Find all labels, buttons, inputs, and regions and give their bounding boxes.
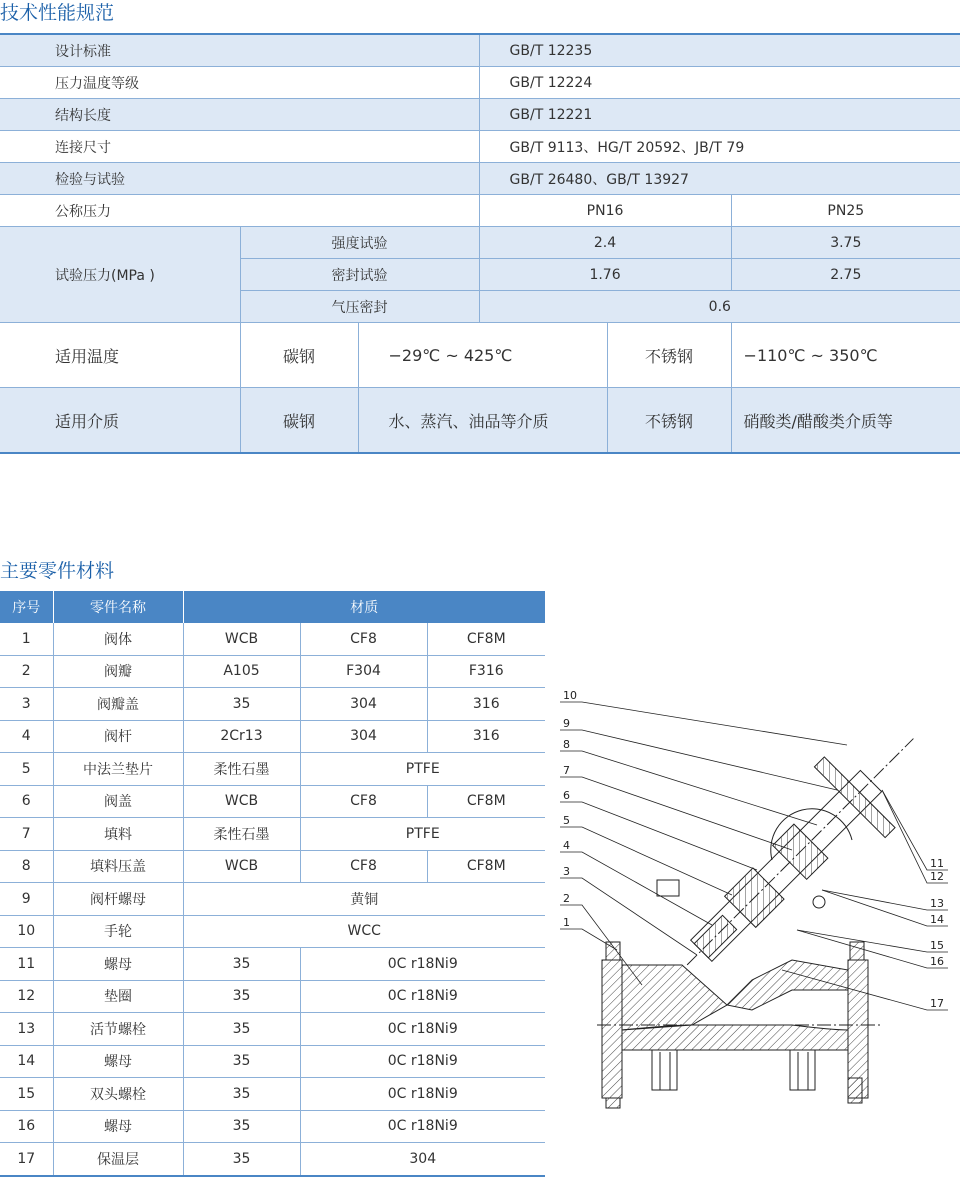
strength-test-pn25: 3.75 (731, 227, 960, 259)
temperature-row (0, 323, 960, 388)
part-name: 双头螺栓 (53, 1078, 183, 1111)
part-number: 15 (0, 1078, 53, 1111)
part-material: CF8 (300, 623, 427, 655)
part-material: 35 (183, 948, 300, 981)
air-seal-label: 气压密封 (240, 291, 479, 323)
part-number: 2 (0, 655, 53, 688)
part-number: 11 (0, 948, 53, 981)
parts-row (0, 1143, 545, 1176)
part-number: 7 (0, 818, 53, 851)
callout-label: 1 (563, 916, 570, 929)
part-number: 1 (0, 623, 53, 655)
part-material: 0C r18Ni9 (300, 980, 545, 1013)
spec-value: GB/T 26480、GB/T 13927 (479, 163, 960, 195)
stainless-temperature: −110℃ ~ 350℃ (731, 323, 960, 388)
part-name: 阀杆 (53, 720, 183, 753)
part-number: 8 (0, 850, 53, 883)
parts-row (0, 1045, 545, 1078)
callout-leader (797, 930, 948, 968)
part-material: WCB (183, 785, 300, 818)
callout-leader (560, 777, 792, 850)
callout-label: 14 (930, 913, 944, 926)
parts-row (0, 753, 545, 786)
seal-test-pn25: 2.75 (731, 259, 960, 291)
carbon-temperature: −29℃ ~ 425℃ (358, 323, 607, 388)
part-material: WCC (183, 915, 545, 948)
part-material: 304 (300, 1143, 545, 1176)
part-name: 垫圈 (53, 980, 183, 1013)
valve-cross-section-drawing (552, 680, 957, 1115)
part-number: 14 (0, 1045, 53, 1078)
callout-label: 6 (563, 789, 570, 802)
pn25-header: PN25 (731, 195, 960, 227)
strength-test-pn16: 2.4 (479, 227, 731, 259)
spec-title: 技术性能规范 (0, 2, 115, 24)
part-name: 阀瓣盖 (53, 688, 183, 721)
part-material: 0C r18Ni9 (300, 1045, 545, 1078)
part-material: 黄铜 (183, 883, 545, 916)
header-material: 材质 (183, 591, 545, 623)
part-number: 5 (0, 753, 53, 786)
parts-row (0, 623, 545, 655)
part-material: WCB (183, 623, 300, 655)
part-name: 填料压盖 (53, 850, 183, 883)
valve-body-bottom (622, 1025, 848, 1050)
parts-row (0, 818, 545, 851)
stainless-medium: 硝酸类/醋酸类介质等 (731, 388, 960, 454)
parts-row (0, 1078, 545, 1111)
callout-label: 9 (563, 717, 570, 730)
nominal-pressure-label: 公称压力 (0, 195, 479, 227)
part-name: 保温层 (53, 1143, 183, 1176)
part-name: 填料 (53, 818, 183, 851)
part-number: 17 (0, 1143, 53, 1176)
part-material: WCB (183, 850, 300, 883)
part-number: 16 (0, 1110, 53, 1143)
header-name: 零件名称 (53, 591, 183, 623)
part-number: 13 (0, 1013, 53, 1046)
part-name: 手轮 (53, 915, 183, 948)
spec-value: GB/T 9113、HG/T 20592、JB/T 79 (479, 131, 960, 163)
part-material: CF8M (427, 785, 545, 818)
part-material: PTFE (300, 753, 545, 786)
part-material: F304 (300, 655, 427, 688)
callout-label: 7 (563, 764, 570, 777)
callout-label: 13 (930, 897, 944, 910)
parts-row (0, 1013, 545, 1046)
callout-label: 10 (563, 689, 577, 702)
callout-leader (560, 827, 732, 895)
strength-test-label: 强度试验 (240, 227, 479, 259)
part-material: 0C r18Ni9 (300, 948, 545, 981)
spec-value: GB/T 12235 (479, 34, 960, 67)
part-material: CF8M (427, 850, 545, 883)
part-material: 0C r18Ni9 (300, 1013, 545, 1046)
parts-title: 主要零件材料 (0, 560, 115, 582)
part-name: 阀瓣 (53, 655, 183, 688)
parts-row (0, 915, 545, 948)
parts-row (0, 785, 545, 818)
parts-row (0, 850, 545, 883)
callout-label: 4 (563, 839, 570, 852)
part-material: 0C r18Ni9 (300, 1110, 545, 1143)
spec-label: 连接尺寸 (0, 131, 479, 163)
part-material: 0C r18Ni9 (300, 1078, 545, 1111)
nominal-pressure-row (0, 195, 960, 227)
part-material: 35 (183, 1078, 300, 1111)
part-number: 9 (0, 883, 53, 916)
callout-label: 3 (563, 865, 570, 878)
parts-header-row (0, 591, 545, 623)
callout-label: 15 (930, 939, 944, 952)
part-material: CF8 (300, 850, 427, 883)
header-no: 序号 (0, 591, 53, 623)
medium-row (0, 388, 960, 454)
parts-row (0, 720, 545, 753)
carbon-steel-label: 碳钢 (240, 388, 358, 454)
part-material: 35 (183, 1013, 300, 1046)
part-number: 4 (0, 720, 53, 753)
parts-row (0, 948, 545, 981)
part-material: 35 (183, 688, 300, 721)
air-seal-value: 0.6 (479, 291, 960, 323)
part-name: 阀杆螺母 (53, 883, 183, 916)
part-material: 35 (183, 1045, 300, 1078)
callout-leader (560, 702, 847, 745)
spec-row (0, 99, 960, 131)
spec-value: GB/T 12221 (479, 99, 960, 131)
parts-row (0, 688, 545, 721)
stainless-label: 不锈钢 (607, 388, 731, 454)
callout-label: 16 (930, 955, 944, 968)
parts-row (0, 980, 545, 1013)
part-name: 中法兰垫片 (53, 753, 183, 786)
part-material: 35 (183, 1143, 300, 1176)
seal-test-label: 密封试验 (240, 259, 479, 291)
part-name: 螺母 (53, 948, 183, 981)
carbon-medium: 水、蒸汽、油品等介质 (358, 388, 607, 454)
spec-label: 压力温度等级 (0, 67, 479, 99)
right-flange (848, 960, 868, 1098)
strength-test-row (0, 227, 960, 259)
spec-row (0, 34, 960, 67)
medium-label: 适用介质 (0, 388, 240, 454)
part-material: 柔性石墨 (183, 753, 300, 786)
callout-label: 17 (930, 997, 944, 1010)
spec-label: 设计标准 (0, 34, 479, 67)
part-name: 螺母 (53, 1045, 183, 1078)
part-material: A105 (183, 655, 300, 688)
callout-label: 2 (563, 892, 570, 905)
spec-row (0, 131, 960, 163)
part-material: 2Cr13 (183, 720, 300, 753)
carbon-steel-label: 碳钢 (240, 323, 358, 388)
part-material: 304 (300, 720, 427, 753)
callout-leader (560, 802, 757, 870)
part-material: 316 (427, 720, 545, 753)
spec-table (0, 33, 960, 454)
part-material: PTFE (300, 818, 545, 851)
spec-label: 结构长度 (0, 99, 479, 131)
part-material: CF8 (300, 785, 427, 818)
callout-leader (560, 730, 837, 790)
part-number: 3 (0, 688, 53, 721)
parts-row (0, 883, 545, 916)
stainless-label: 不锈钢 (607, 323, 731, 388)
pn16-header: PN16 (479, 195, 731, 227)
part-material: 柔性石墨 (183, 818, 300, 851)
part-number: 12 (0, 980, 53, 1013)
part-material: 35 (183, 1110, 300, 1143)
part-material: 35 (183, 980, 300, 1013)
spec-label: 检验与试验 (0, 163, 479, 195)
part-material: F316 (427, 655, 545, 688)
seal-test-pn16: 1.76 (479, 259, 731, 291)
part-number: 6 (0, 785, 53, 818)
callout-label: 8 (563, 738, 570, 751)
callout-label: 11 (930, 857, 944, 870)
temperature-label: 适用温度 (0, 323, 240, 388)
part-name: 螺母 (53, 1110, 183, 1143)
left-flange (602, 960, 622, 1098)
part-name: 活节螺栓 (53, 1013, 183, 1046)
part-name: 阀体 (53, 623, 183, 655)
parts-row (0, 1110, 545, 1143)
spec-value: GB/T 12224 (479, 67, 960, 99)
parts-table (0, 591, 545, 1177)
spec-row (0, 67, 960, 99)
callout-leader (797, 930, 948, 952)
part-number: 10 (0, 915, 53, 948)
part-material: 304 (300, 688, 427, 721)
part-material: 316 (427, 688, 545, 721)
parts-row (0, 655, 545, 688)
joint-bolt-eye (813, 896, 825, 908)
part-name: 阀盖 (53, 785, 183, 818)
part-material: CF8M (427, 623, 545, 655)
test-pressure-label: 试验压力(MPa ) (0, 227, 240, 323)
spec-row (0, 163, 960, 195)
callout-label: 12 (930, 870, 944, 883)
callout-label: 5 (563, 814, 570, 827)
